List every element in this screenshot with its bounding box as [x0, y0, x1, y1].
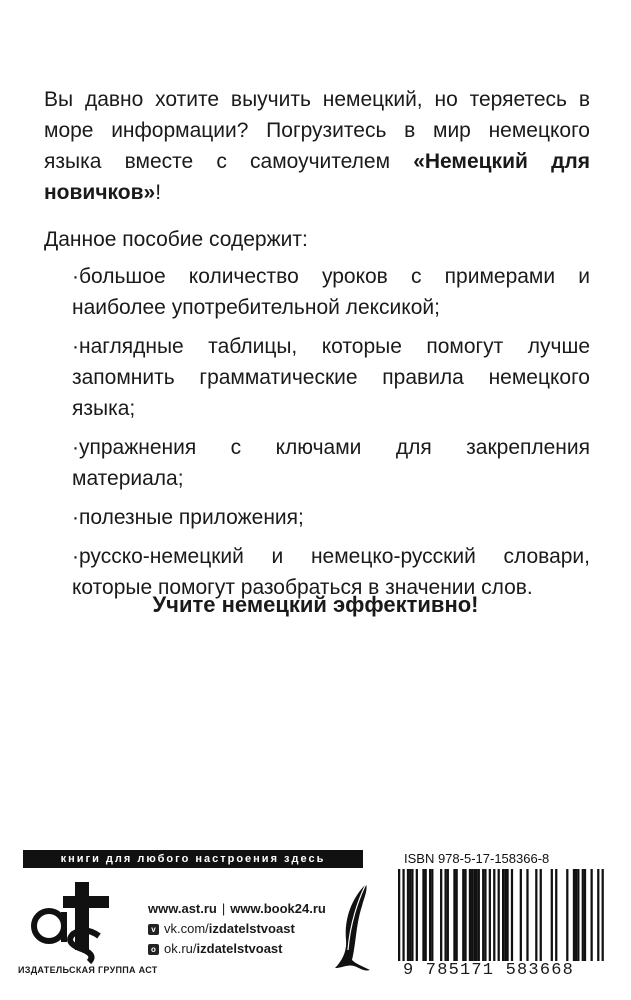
barcode-bar	[506, 869, 508, 961]
barcode-bar	[551, 869, 553, 961]
barcode-bar	[456, 869, 458, 961]
barcode-bar	[573, 869, 575, 961]
isbn-barcode	[398, 869, 606, 961]
barcode-bar	[409, 869, 411, 961]
contents-list	[44, 224, 590, 611]
barcode-bar	[566, 869, 568, 961]
barcode-bar	[502, 869, 504, 961]
ast-logo	[27, 876, 137, 966]
publisher-caption: ИЗДАТЕЛЬСКАЯ ГРУППА АСТ	[18, 965, 158, 975]
barcode-bar	[478, 869, 480, 961]
barcode-bar	[431, 869, 433, 961]
barcode-bar	[475, 869, 477, 961]
list-item: ·наглядные таблицы, которые помогут лучше запомнить грамматические правила немецкого языка;	[72, 335, 590, 420]
barcode-bar	[597, 869, 599, 961]
website-link-book24[interactable]: www.book24.ru	[230, 901, 326, 916]
barcode-bar	[429, 869, 431, 961]
intro-paragraph	[44, 84, 590, 208]
barcode-bar	[425, 869, 427, 961]
barcode-bar	[484, 869, 486, 961]
barcode-bar	[440, 869, 442, 961]
slogan: Учите немецкий эффективно!	[152, 592, 479, 617]
logo-text: аст	[111, 962, 113, 963]
barcode-bar	[520, 869, 522, 961]
ok-row[interactable]	[148, 939, 326, 959]
isbn-label: ISBN 978-5-17-158366-8	[404, 851, 550, 866]
barcode-bar	[469, 869, 471, 961]
barcode-bar	[504, 869, 506, 961]
barcode-digits: 9 785171 583668	[403, 961, 575, 980]
barcode-bar	[575, 869, 577, 961]
intro-exclamation: !	[155, 181, 162, 204]
ok-icon: o	[148, 944, 159, 955]
vk-row[interactable]	[148, 919, 326, 939]
barcode-bar	[482, 869, 484, 961]
barcode-bar	[444, 869, 446, 961]
barcode-bar	[591, 869, 593, 961]
contents-lead: Данное пособие содержит:	[44, 228, 308, 251]
barcode-bar	[540, 869, 542, 961]
barcode-bar	[498, 869, 500, 961]
list-item: ·полезные приложения;	[72, 506, 304, 529]
tagline-bar: книги для любого настроения здесь	[23, 850, 363, 868]
links-block	[148, 899, 326, 959]
ok-prefix: ok.ru/	[164, 941, 197, 956]
barcode-bar	[493, 869, 495, 961]
vk-icon: v	[148, 924, 159, 935]
quill-l-icon	[326, 880, 376, 980]
barcode-bar	[398, 869, 400, 961]
vk-prefix: vk.com/	[164, 921, 209, 936]
barcode-bar	[453, 869, 455, 961]
barcode-bar	[416, 869, 418, 961]
barcode-bar	[422, 869, 424, 961]
barcode-bar	[402, 869, 404, 961]
ok-handle: izdatelstvoast	[196, 941, 283, 956]
intro-text: Вы давно хотите выучить немецкий, но теряетесь в море информации? Погрузитесь в мир немецкого языка вместе с самоучителем	[44, 88, 590, 173]
barcode-bar	[471, 869, 473, 961]
list-item: ·русско-немецкий и немецко-русский словари, которые помогут разобраться в значении слов.	[72, 545, 590, 599]
barcode-bar	[447, 869, 449, 961]
link-separator: |	[221, 901, 226, 916]
list-item: ·большое количество уроков с примерами и наиболее употребительной лексикой;	[72, 265, 590, 319]
barcode-bar	[407, 869, 409, 961]
barcode-bar	[582, 869, 584, 961]
barcode-bar	[584, 869, 586, 961]
website-link-ast[interactable]: www.ast.ru	[148, 901, 217, 916]
barcode-bar	[526, 869, 528, 961]
vk-handle: izdatelstvoast	[208, 921, 295, 936]
barcode-bar	[411, 869, 413, 961]
barcode-bar	[555, 869, 557, 961]
barcode-bar	[462, 869, 464, 961]
barcode-bar	[535, 869, 537, 961]
barcode-bar	[473, 869, 475, 961]
websites-row	[148, 899, 326, 919]
barcode-bar	[511, 869, 513, 961]
book-title: «Немецкий для новичков»	[44, 150, 590, 204]
barcode-bar	[489, 869, 491, 961]
barcode-bar	[464, 869, 466, 961]
list-item: ·упражнения с ключами для закрепления материала;	[72, 436, 590, 490]
barcode-bar	[602, 869, 604, 961]
barcode-bar	[577, 869, 579, 961]
